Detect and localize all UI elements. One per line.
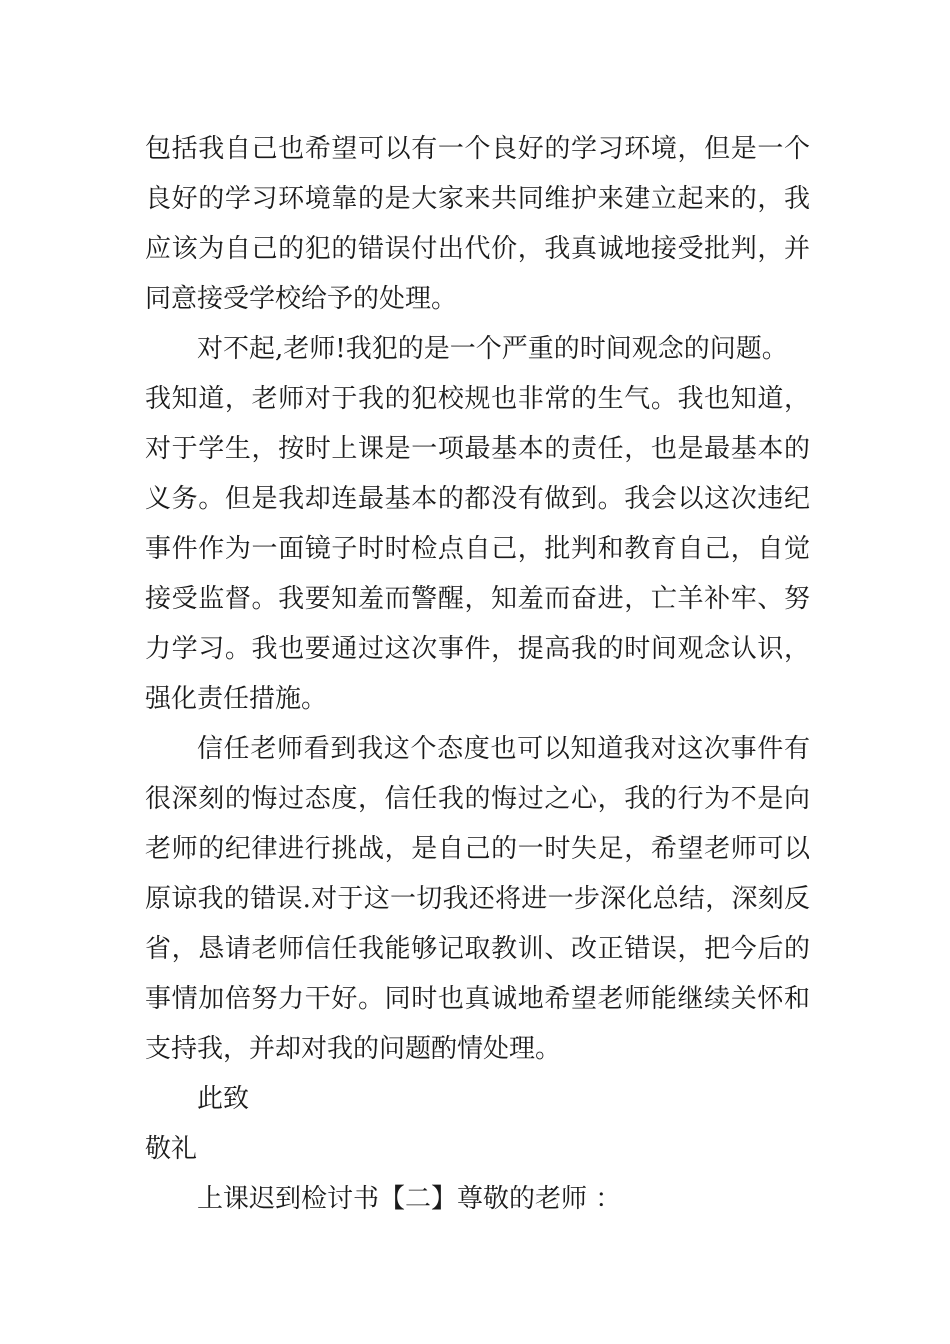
text-line: 原谅我的错误.对于这一切我还将进一步深化总结，深刻反 [145, 884, 810, 914]
text-line: 同意接受学校给予的处理。 [145, 284, 458, 314]
closing-regards: 敬礼 [145, 1134, 198, 1164]
text-line: 我知道，老师对于我的犯校规也非常的生气。我也知道， [145, 384, 810, 414]
text-line: 对于学生，按时上课是一项最基本的责任，也是最基本的 [145, 434, 810, 464]
document-body [145, 124, 810, 1224]
text-line: 义务。但是我却连最基本的都没有做到。我会以这次违纪 [145, 484, 810, 514]
closing-salutation: 此致 [197, 1084, 250, 1114]
text-line: 良好的学习环境靠的是大家来共同维护来建立起来的，我 [145, 184, 810, 214]
text-line: 事情加倍努力干好。同时也真诚地希望老师能继续关怀和 [145, 984, 810, 1014]
text-line: 老师的纪律进行挑战，是自己的一时失足，希望老师可以 [145, 834, 810, 864]
text-line: 省，恳请老师信任我能够记取教训、改正错误，把今后的 [145, 934, 810, 964]
text-line: 对不起,老师!我犯的是一个严重的时间观念的问题。 [197, 334, 788, 364]
paragraph-2 [145, 324, 810, 724]
text-line: 包括我自己也希望可以有一个良好的学习环境，但是一个 [145, 134, 810, 164]
text-line: 力学习。我也要通过这次事件，提高我的时间观念认识， [145, 634, 810, 664]
text-line: 应该为自己的犯的错误付出代价，我真诚地接受批判，并 [145, 234, 810, 264]
text-line: 事件作为一面镜子时时检点自己，批判和教育自己，自觉 [145, 534, 810, 564]
text-line: 很深刻的悔过态度，信任我的悔过之心，我的行为不是向 [145, 784, 810, 814]
text-line: 支持我，并却对我的问题酌情处理。 [145, 1034, 562, 1064]
next-section-heading: 上课迟到检讨书【二】尊敬的老师 ： [197, 1184, 622, 1214]
text-line: 信任老师看到我这个态度也可以知道我对这次事件有 [197, 734, 810, 764]
paragraph-3 [145, 724, 810, 1074]
paragraph-1 [145, 124, 810, 324]
text-line: 强化责任措施。 [145, 684, 328, 714]
text-line: 接受监督。我要知羞而警醒，知羞而奋进，亡羊补牢、努 [145, 584, 810, 614]
